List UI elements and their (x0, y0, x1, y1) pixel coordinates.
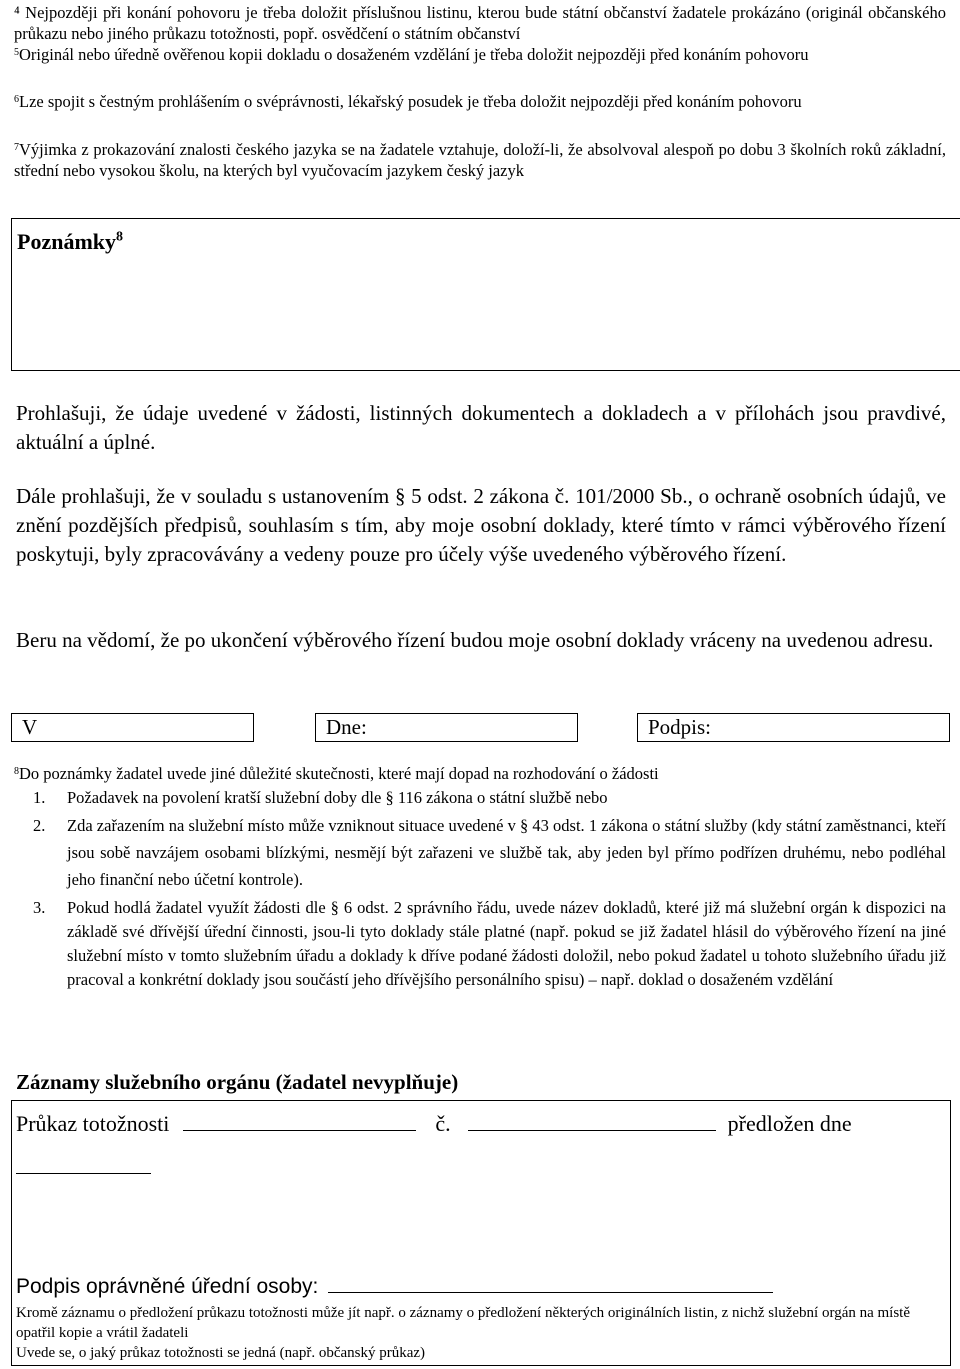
list-item-text: Zda zařazením na služební místo může vzniknout situace uvedené v § 43 odst. 1 zákona o státní služby (kdy státní zaměstnanci, kteří jsou sobě navzájem osobami blízkými, nesmějí být zařazeni ve službě tak, aby jeden byl přímo podřízen druhému, nebo podléhal jeho finanční nebo účetní kontrole). (67, 816, 946, 889)
signature-field[interactable] (637, 713, 950, 742)
records-box (11, 1100, 951, 1366)
declaration-paragraph-1: Prohlašuji, že údaje uvedené v žádosti, listinných dokumentech a dokladech a v přílohách jsou pravdivé, aktuální a úplné. (16, 401, 946, 454)
signature-label: Podpis: (648, 715, 712, 739)
footnote-5 (14, 44, 946, 65)
notes-box[interactable] (11, 218, 960, 371)
list-item (14, 786, 946, 810)
id-type-line[interactable] (183, 1130, 416, 1131)
number-label: č. (435, 1111, 451, 1136)
date-field[interactable] (315, 713, 578, 742)
declaration-paragraph-3: Beru na vědomí, že po ukončení výběrového řízení budou moje osobní doklady vráceny na uvedenou adresu. (16, 628, 934, 652)
date-label: Dne: (326, 715, 367, 739)
footnote-4 (14, 2, 946, 44)
footnote-6-text: Lze spojit s čestným prohlášením o svéprávnosti, lékařský posudek je třeba doložit nejpozději před konáním pohovoru (19, 92, 802, 111)
footnote-8-intro-text: Do poznámky žadatel uvede jiné důležité skutečnosti, které mají dopad na rozhodování o žádosti (19, 764, 659, 783)
footnote-7-text: Výjimka z prokazování znalosti českého jazyka se na žadatele vztahuje, doloží-li, že absolvoval alespoň po dobu 3 školních roků základní, střední nebo vysokou školu, na kterých byl vyučovacím jazykem český jazyk (14, 140, 946, 180)
notes-box-title (17, 229, 123, 255)
id-label: Průkaz totožnosti (16, 1111, 170, 1136)
records-title: Záznamy služebního orgánu (žadatel nevyplňuje) (16, 1070, 459, 1094)
notes-title-text: Poznámky (17, 229, 116, 254)
declaration-paragraph-2: Dále prohlašuji, že v souladu s ustanovením § 5 odst. 2 zákona č. 101/2000 Sb., o ochraně osobních údajů, ve znění pozdějších předpisů, souhlasím s tím, aby moje osobní doklady, které tímto v rámci výběrového řízení poskytuji, byly zpracovávány a vedeny pouze pro účely výše uvedeného výběrového řízení. (16, 484, 946, 566)
footnote-8-list (14, 786, 946, 992)
list-item-text: Požadavek na povolení kratší služební doby dle § 116 zákona o státní službě nebo (67, 788, 608, 807)
records-note-2: Uvede se, o jaký průkaz totožnosti se jedná (např. občanský průkaz) (16, 1345, 426, 1361)
submitted-label: předložen dne (727, 1111, 852, 1136)
list-item-number: 3. (33, 898, 46, 917)
footnote-5-text: Originál nebo úředně ověřenou kopii dokladu o dosaženém vzdělání je třeba doložit nejpozději před konáním pohovoru (19, 45, 809, 64)
list-item (14, 812, 946, 893)
submitted-date-line[interactable] (16, 1173, 151, 1174)
footnote-8-mark: 8 (14, 766, 19, 777)
id-number-line[interactable] (468, 1130, 716, 1131)
list-item-text: Pokud hodlá žadatel využít žádosti dle § 6 odst. 2 správního řádu, uvede název dokladů, které již má služební orgán k dispozici na základě své dřívější úřední činnosti, jsou-li tyto doklady stále platné (např. pokud se již žadatel hlásil do výběrového řízení na jiné služební místo v tomto služebním úřadu a doklady k dříve podané žádosti doložil, nebo pokud žadatel u tohoto služebního úřadu již pracoval a konkrétní doklady jsou součástí jeho dřívějšího personálního spisu) – např. doklad o dosaženém vzdělání (67, 898, 946, 989)
footnote-6 (14, 91, 946, 112)
id-row (16, 1111, 852, 1137)
footnote-7-mark: 7 (14, 142, 19, 153)
footnote-5-mark: 5 (14, 47, 19, 58)
official-signature-row (16, 1275, 773, 1299)
place-label: V (22, 715, 38, 739)
notes-title-mark: 8 (116, 229, 123, 245)
official-signature-line[interactable] (328, 1292, 773, 1293)
footnote-7 (14, 139, 946, 181)
footnote-4-mark: ⁴ (14, 3, 20, 22)
official-signature-label: Podpis oprávněné úřední osoby: (16, 1275, 319, 1298)
list-item (14, 896, 946, 992)
footnote-8 (14, 762, 946, 992)
footnote-8-intro (14, 762, 946, 786)
place-field[interactable] (11, 713, 254, 742)
list-item-number: 1. (33, 788, 46, 807)
list-item-number: 2. (33, 816, 46, 835)
footnote-4-text: Nejpozději při konání pohovoru je třeba doložit příslušnou listinu, kterou bude státní občanství žadatele prokázáno (originál občanského průkazu nebo jiného průkazu totožnosti, popř. osvědčení o státním občanství (14, 3, 946, 43)
records-note-1: Kromě záznamu o předložení průkazu totožnosti může jít např. o záznamy o předložení některých originálních listin, z nichž služební orgán na místě opatřil kopie a vrátil žadateli (16, 1305, 911, 1341)
footnote-6-mark: 6 (14, 94, 19, 105)
